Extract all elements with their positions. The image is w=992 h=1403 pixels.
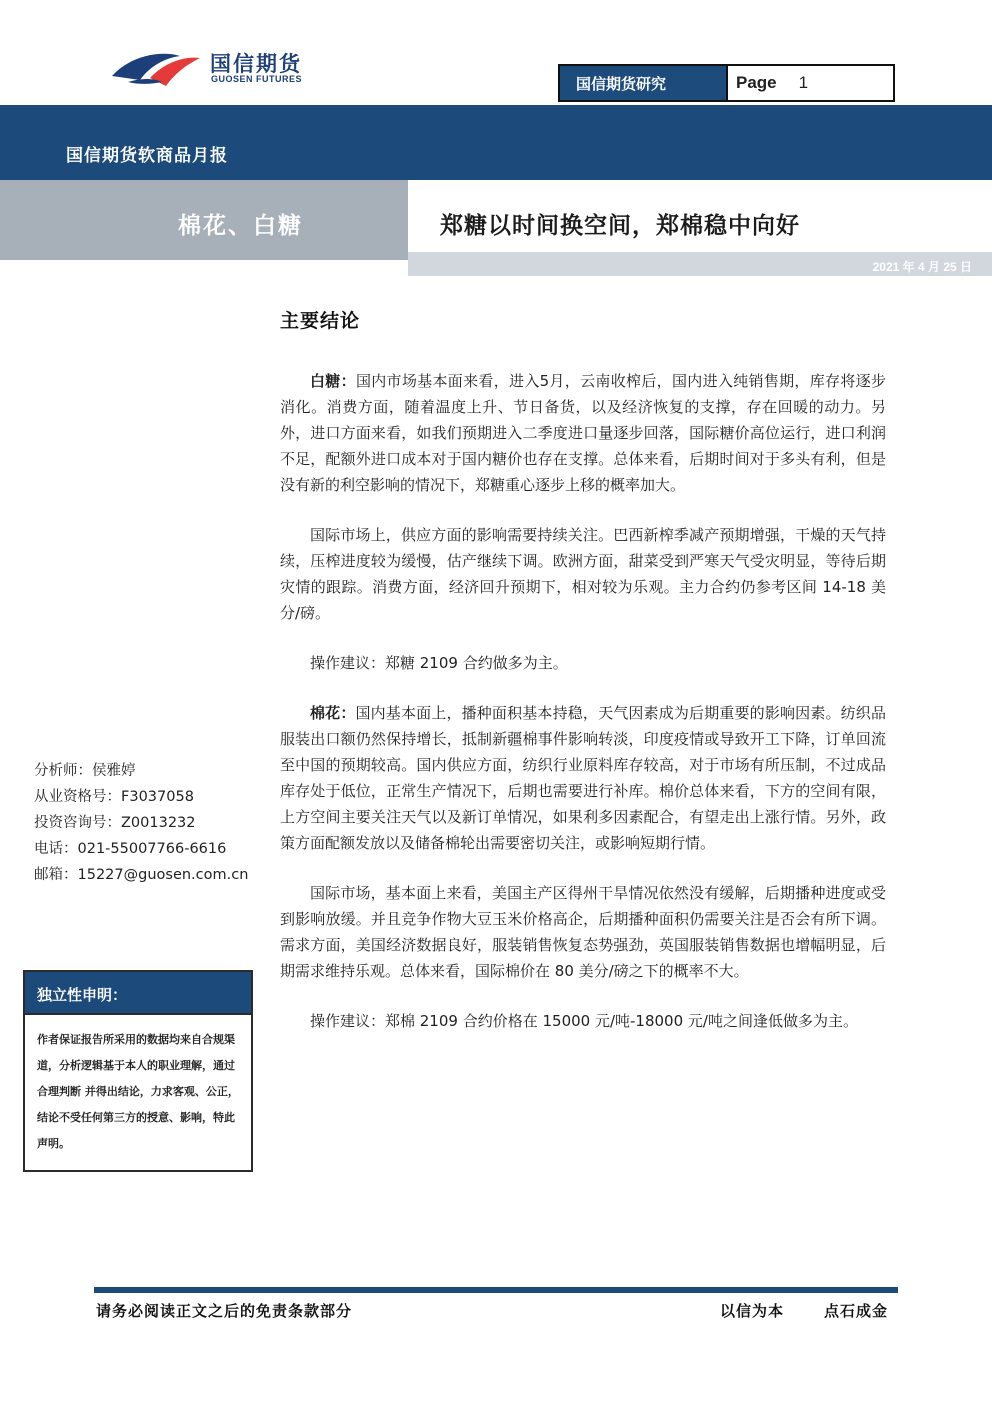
page-number: 1 [798, 73, 809, 92]
footer-slogan-2: 点石成金 [824, 1302, 889, 1320]
date-strip [408, 252, 992, 276]
paragraph-text: 操作建议：郑糖 2109 合约做多为主。 [310, 654, 568, 672]
analyst-phone: 电话：021-55007766-6616 [34, 841, 227, 857]
logo-emblem-icon [110, 48, 202, 90]
category-panel [0, 180, 408, 260]
header-band [0, 105, 992, 180]
independence-statement [23, 970, 253, 1172]
paragraph [280, 522, 886, 626]
section-title: 主要结论 [280, 310, 361, 332]
analyst-info [34, 758, 248, 888]
paragraph-label: 棉花： [310, 704, 356, 722]
paragraph [280, 1008, 886, 1034]
analyst-consult-id: 投资咨询号：Z0013232 [34, 815, 196, 831]
logo-name-en: GUOSEN FUTURES [211, 74, 303, 84]
footer-divider [94, 1287, 898, 1293]
report-date: 2021 年 4 月 25 日 [872, 260, 972, 274]
analyst-email: 邮箱：15227@guosen.com.cn [34, 867, 249, 883]
paragraph-text: 国际市场上，供应方面的影响需要持续关注。巴西新榨季减产预期增强，干燥的天气持续，压榨进度较为缓慢，估产继续下调。欧洲方面，甜菜受到严寒天气受灾明显，等待后期灾情的跟踪。消费方面，经济回升预期下，相对较为乐观。主力合约仍参考区间 14-18 美分/磅。 [280, 526, 886, 622]
analyst-name: 分析师：侯雅婷 [34, 763, 136, 779]
logo-name-cn: 国信期货 [210, 52, 302, 76]
headline-panel [408, 180, 992, 252]
statement-body: 作者保证报告所采用的数据均来自合规渠道，分析逻辑基于本人的职业理解，通过合理判断 并得出结论，力求客观、公正，结论不受任何第三方的授意、影响，特此声明。 [37, 1033, 239, 1150]
paragraph-text: 国内市场基本面来看，进入5月，云南收榨后，国内进入纯销售期，库存将逐步消化。消费方面，随着温度上升、节日备货，以及经济恢复的支撑，存在回暖的动力。另外，进口方面来看，如我们预期进入二季度进口量逐步回落，国际糖价高位运行，进口利润不足，配额外进口成本对于国内糖价也存在支撑。总体来看，后期时间对于多头有利，但是没有新的利空影响的情况下，郑糖重心逐步上移的概率加大。 [280, 372, 886, 494]
company-logo [110, 48, 340, 90]
page-indicator [728, 66, 893, 100]
report-headline: 郑糖以时间换空间，郑棉稳中向好 [440, 213, 800, 239]
paragraph-text: 国内基本面上，播种面积基本持稳，天气因素成为后期重要的影响因素。纺织品服装出口额仍然保持增长，抵制新疆棉事件影响转淡，印度疫情或导致开工下降，订单回流至中国的预期较高。国内供应方面，纺织行业原料库存较高，对于市场有所压制，不过成品库存处于低位，正常生产情况下，后期也需要进行补库。棉价总体来看，下方的空间有限，上方空间主要关注天气以及新订单情况，如果利多因素配合，有望走出上涨行情。另外，政策方面配额发放以及储备棉轮出需要密切关注，或影响短期行情。 [280, 704, 886, 852]
paragraph [280, 650, 886, 676]
category-label: 棉花、白糖 [178, 213, 303, 239]
footer-notice: 请务必阅读正文之后的免责条款部分 [96, 1302, 353, 1320]
paragraph [280, 368, 886, 498]
paragraph-text: 国际市场，基本面上来看，美国主产区得州干旱情况依然没有缓解，后期播种进度或受到影响放缓。并且竞争作物大豆玉米价格高企，后期播种面积仍需要关注是否会有所下调。需求方面，美国经济数据良好，服装销售恢复态势强劲，英国服装销售数据也增幅明显，后期需求维持乐观。总体来看，国际棉价在 80 美分/磅之下的概率不大。 [280, 884, 886, 980]
paragraph [280, 880, 886, 984]
page-label: Page [736, 73, 777, 92]
research-label: 国信期货研究 [560, 66, 728, 100]
report-body [280, 368, 886, 1058]
report-series-title: 国信期货软商品月报 [66, 146, 228, 166]
paragraph-label: 白糖： [310, 372, 356, 390]
statement-title: 独立性申明： [25, 972, 251, 1015]
research-page-box [558, 64, 895, 102]
paragraph-text: 操作建议：郑棉 2109 合约价格在 15000 元/吨-18000 元/吨之间逢低做多为主。 [310, 1012, 858, 1030]
footer-slogan-1: 以信为本 [720, 1302, 785, 1320]
paragraph [280, 700, 886, 856]
analyst-qualification: 从业资格号：F3037058 [34, 789, 194, 805]
